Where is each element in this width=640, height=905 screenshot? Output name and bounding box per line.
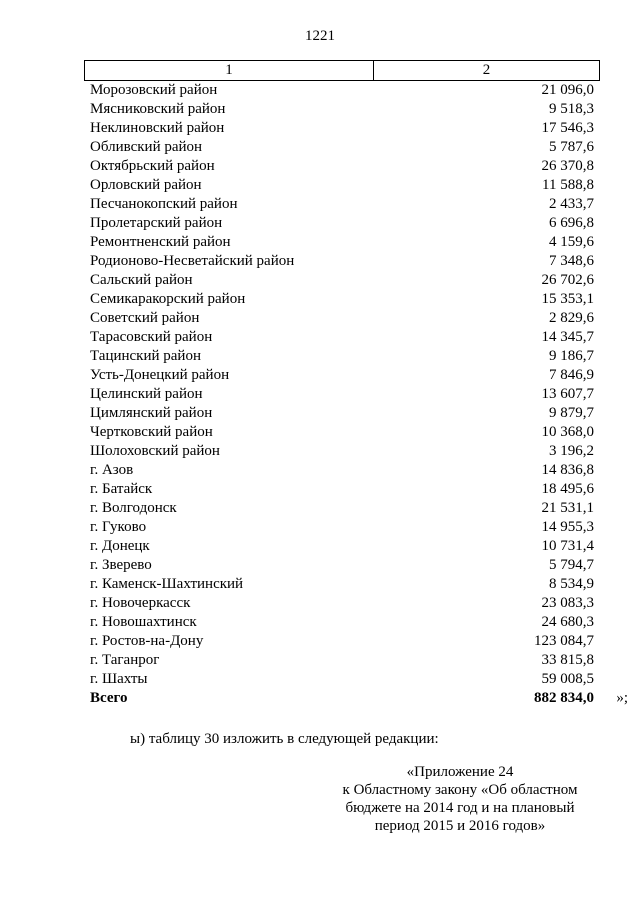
row-name: г. Таганрог [90, 652, 160, 668]
row-value: 13 607,7 [541, 386, 594, 402]
table-row [84, 347, 600, 366]
row-value: 6 696,8 [549, 215, 594, 231]
header-column-2: 2 [482, 62, 491, 78]
row-value: 26 702,6 [541, 272, 594, 288]
row-name: г. Азов [90, 462, 134, 478]
row-name: г. Зверево [90, 557, 152, 573]
table-header [84, 60, 600, 81]
table-row [84, 214, 600, 233]
table-row [84, 328, 600, 347]
row-name: Семикаракорский район [90, 291, 246, 307]
row-name: Обливский район [90, 139, 203, 155]
row-value: 5 787,6 [549, 139, 594, 155]
row-name: Тацинский район [90, 348, 201, 364]
row-name: Октябрьский район [90, 158, 215, 174]
row-value: 26 370,8 [541, 158, 594, 174]
table-row [84, 632, 600, 651]
row-value: 15 353,1 [541, 291, 594, 307]
appendix-line-3: бюджете на 2014 год и на плановый [345, 800, 575, 816]
row-name: г. Новочеркасск [90, 595, 191, 611]
row-value: 33 815,8 [541, 652, 594, 668]
row-value: 18 495,6 [541, 481, 594, 497]
table-row [84, 100, 600, 119]
row-value: 24 680,3 [541, 614, 594, 630]
row-value: 14 836,8 [541, 462, 594, 478]
instruction-text: ы) таблицу 30 изложить в следующей редакции: [130, 731, 439, 747]
table-row [84, 157, 600, 176]
table-row [84, 670, 600, 689]
row-value: 2 433,7 [549, 196, 594, 212]
row-name: Шолоховский район [90, 443, 220, 459]
row-value: 11 588,8 [542, 177, 594, 193]
row-value: 7 348,6 [549, 253, 594, 269]
table-row [84, 252, 600, 271]
row-name: Сальский район [90, 272, 193, 288]
table-row [84, 290, 600, 309]
row-value: 10 368,0 [541, 424, 594, 440]
row-value: 59 008,5 [541, 671, 594, 687]
row-name: Тарасовский район [90, 329, 213, 345]
table-row [84, 385, 600, 404]
table-row [84, 81, 600, 100]
row-value: 7 846,9 [549, 367, 594, 383]
row-value: 14 345,7 [541, 329, 594, 345]
row-name: г. Донецк [90, 538, 150, 554]
row-value: 23 083,3 [541, 595, 594, 611]
row-name: Пролетарский район [90, 215, 223, 231]
row-name: Ремонтненский район [90, 234, 231, 250]
row-name: г. Ростов-на-Дону [90, 633, 204, 649]
table-row [84, 404, 600, 423]
table-row [84, 651, 600, 670]
row-name: г. Новошахтинск [90, 614, 197, 630]
row-name: г. Шахты [90, 671, 148, 687]
row-name: Неклиновский район [90, 120, 225, 136]
row-name: Морозовский район [90, 82, 218, 98]
table-row [84, 176, 600, 195]
row-name: г. Гуково [90, 519, 147, 535]
row-name: Орловский район [90, 177, 202, 193]
table-row [84, 138, 600, 157]
table-row [84, 537, 600, 556]
row-value: 17 546,3 [541, 120, 594, 136]
table-row [84, 518, 600, 537]
row-name: Целинский район [90, 386, 203, 402]
row-value: 123 084,7 [534, 633, 594, 649]
row-value: 10 731,4 [541, 538, 594, 554]
table-row [84, 461, 600, 480]
row-value: 9 518,3 [549, 101, 594, 117]
total-suffix: »; [616, 690, 628, 706]
row-value: 9 186,7 [549, 348, 594, 364]
table-row [84, 366, 600, 385]
table-row [84, 233, 600, 252]
table-row-total [84, 689, 628, 708]
table-row [84, 119, 600, 138]
header-column-1: 1 [85, 61, 374, 80]
row-name: Чертковский район [90, 424, 213, 440]
table-row [84, 309, 600, 328]
row-value: 4 159,6 [549, 234, 594, 250]
total-value: 882 834,0 [534, 690, 594, 706]
table-row [84, 480, 600, 499]
row-name: Усть-Донецкий район [90, 367, 230, 383]
table-row [84, 575, 600, 594]
table-row [84, 499, 600, 518]
table-row [84, 556, 600, 575]
table-row [84, 423, 600, 442]
table-row [84, 271, 600, 290]
row-value: 21 531,1 [541, 500, 594, 516]
appendix-heading [320, 763, 600, 835]
row-value: 3 196,2 [549, 443, 594, 459]
row-value: 21 096,0 [541, 82, 594, 98]
row-name: Мясниковский район [90, 101, 226, 117]
row-value: 5 794,7 [549, 557, 594, 573]
row-value [372, 689, 628, 708]
row-name: Советский район [90, 310, 200, 326]
row-name: Песчанокопский район [90, 196, 238, 212]
table-row [84, 442, 600, 461]
appendix-line-1: «Приложение 24 [406, 764, 514, 780]
row-name: Родионово-Несветайский район [90, 253, 295, 269]
table-row [84, 195, 600, 214]
row-name: г. Волгодонск [90, 500, 177, 516]
appendix-line-2: к Областному закону «Об областном [342, 782, 578, 798]
table-body [84, 81, 628, 708]
row-name: г. Каменск-Шахтинский [90, 576, 244, 592]
row-name: Всего [90, 690, 128, 706]
page-number: 1221 [305, 28, 335, 44]
row-value: 2 829,6 [549, 310, 594, 326]
row-name: г. Батайск [90, 481, 153, 497]
row-value: 8 534,9 [549, 576, 594, 592]
table-row [84, 594, 600, 613]
table-row [84, 613, 600, 632]
appendix-line-4: период 2015 и 2016 годов» [374, 818, 546, 834]
row-value: 9 879,7 [549, 405, 594, 421]
row-name: Цимлянский район [90, 405, 213, 421]
row-value: 14 955,3 [541, 519, 594, 535]
